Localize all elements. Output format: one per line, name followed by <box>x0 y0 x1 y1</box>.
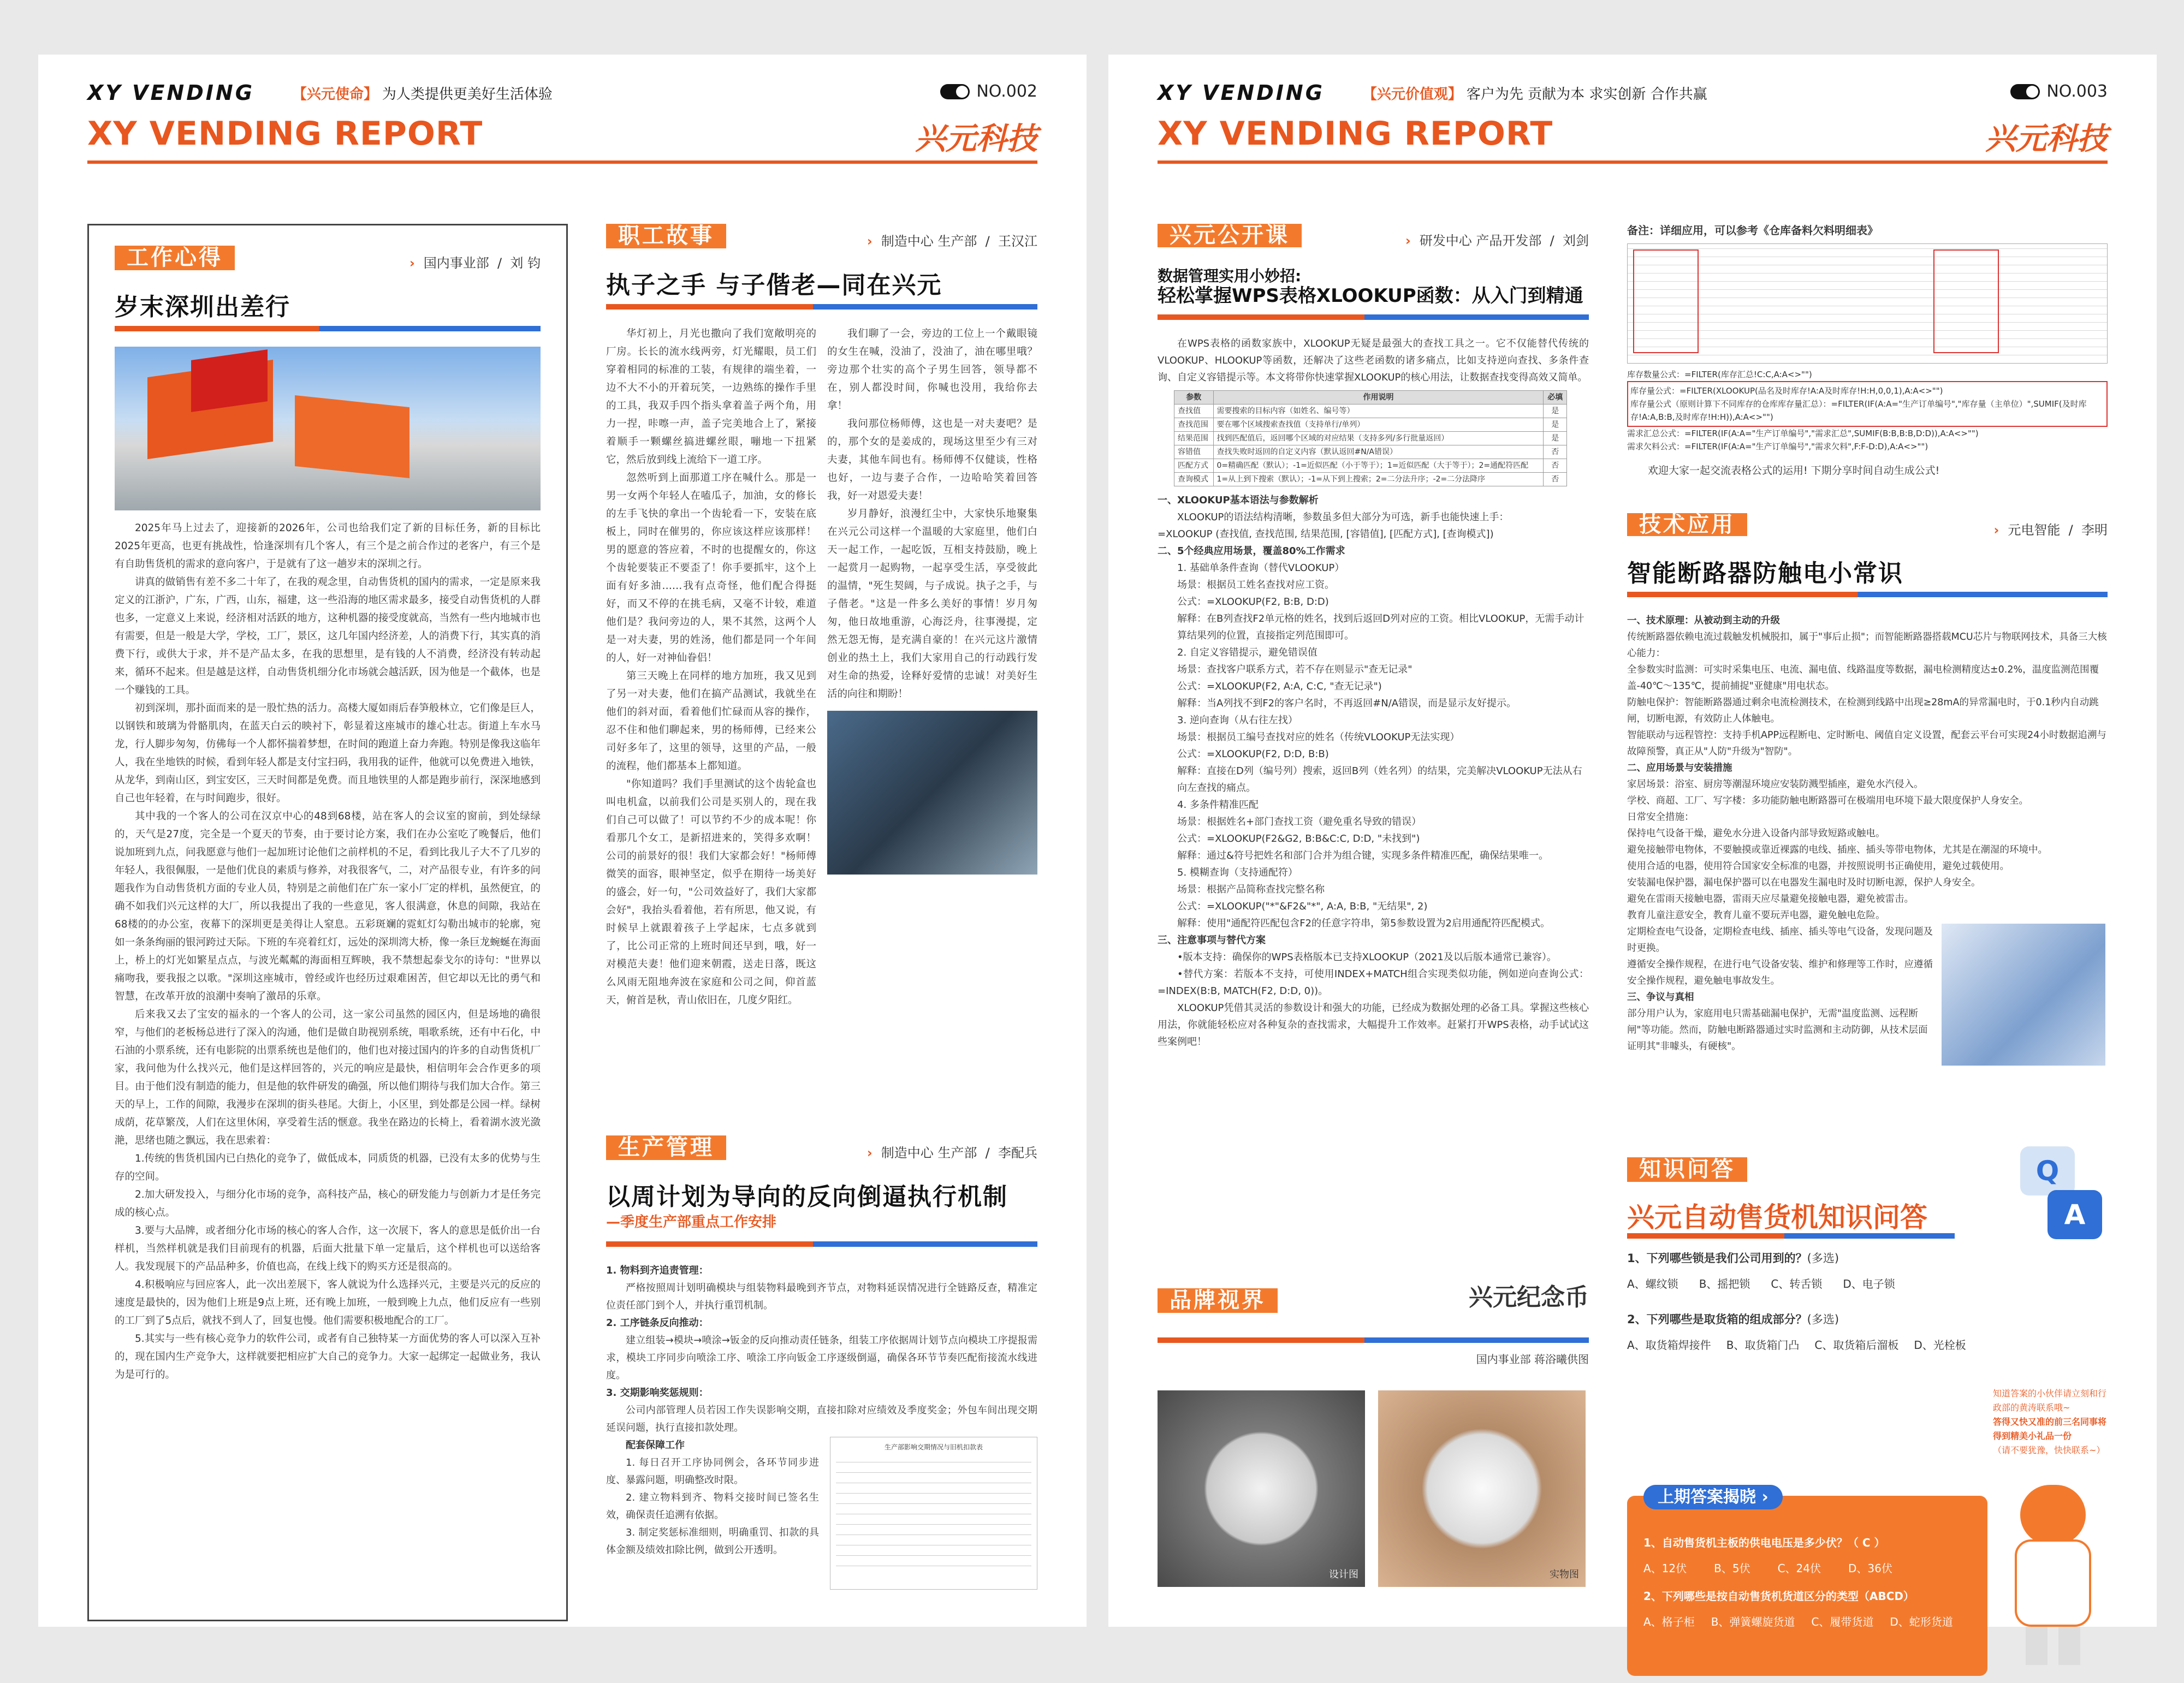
deduction-form-image <box>830 1437 1037 1590</box>
paragraph: 3. 制定奖惩标准细则，明确重罚、扣款的具体金额及绩效扣除比例，做到公开透明。 <box>606 1527 819 1556</box>
question-1: 1、下列哪些锁是我们公司用到的？(多选) <box>1627 1252 1839 1265</box>
form-lines <box>836 1456 1031 1576</box>
paragraph: 安装漏电保护器，漏电保护器可以在电器发生漏电时及时切断电源，保护人身安全。 <box>1627 877 1981 888</box>
answer-title-pill: 上期答案揭晓 › <box>1643 1485 1783 1509</box>
option-item: C、履带货道 <box>1811 1615 1874 1628</box>
title-bar <box>1627 592 2108 597</box>
option-item: B、摇把锁 <box>1699 1277 1750 1291</box>
paragraph: 1. 每日召开工序协同例会，各环节同步进度、暴露问题，明确整改时限。 <box>606 1457 819 1486</box>
flag-photo <box>115 347 541 510</box>
article-kicker: 数据管理实用小妙招: <box>1158 267 1302 285</box>
story-article <box>606 224 1037 1009</box>
paragraph: 1.传统的售货机国内已白热化的竞争了，做低成本，同质货的机器，已没有太多的优势与生存的空间。 <box>115 1153 541 1182</box>
byline: › 元电智能 / 李明 <box>1993 522 2108 538</box>
paragraph: 智能联动与远程管控：支持手机APP远程断电、定时断电、阈值自定义设置，配套云平台可实现24小时数据追溯与故障预警，真正从"人防"升级为"智防"。 <box>1627 730 2106 757</box>
byline: › 制造中心 生产部 / 王汉江 <box>867 234 1037 249</box>
heading: 三、争议与真相 <box>1627 992 1694 1003</box>
option-item: D、36伏 <box>1848 1562 1892 1575</box>
param-table <box>1174 390 1567 486</box>
coin-photo-image <box>1378 1390 1586 1587</box>
section-tag: 兴元公开课 <box>1158 224 1302 247</box>
right-page <box>1108 55 2157 1627</box>
table-row <box>1174 418 1567 432</box>
title-bar <box>115 326 541 331</box>
option-item: A、螺纹锁 <box>1627 1277 1678 1291</box>
table-row <box>1174 432 1567 445</box>
answer-line: 2、下列哪些是按自动售货机货道区分的类型（ABCD） <box>1643 1590 1914 1603</box>
paragraph: 传统断路器依赖电流过载触发机械脱扣，属于"事后止损"；而智能断路器搭载MCU芯片与物联网技术，具备三大核心能力： <box>1627 632 2107 659</box>
heading: 配套保障工作 <box>626 1440 685 1451</box>
paragraph: XLOOKUP的语法结构清晰，参数虽多但大部分为可选，新手也能快速上手： <box>1177 512 1509 523</box>
title-bar <box>1627 1233 1955 1239</box>
formula-line: 需求欠料公式：=FILTER(IF(A:A="生产订单编号","需求欠料",F:F-D:D),A:A<>"") <box>1627 442 1928 451</box>
option-item: D、蛇形货道 <box>1890 1615 1953 1628</box>
paragraph: 避免在雷雨天接触电器，雷雨天应尽量避免接触电器，避免被雷击。 <box>1627 894 1914 905</box>
open-class-article <box>1158 224 1589 1050</box>
table-cell: 否 <box>1544 473 1567 486</box>
table-cell: 匹配方式 <box>1174 459 1214 473</box>
table-cell: 是 <box>1544 418 1567 432</box>
table-header: 作用说明 <box>1213 391 1544 405</box>
qa-bubble-icon: Q A <box>2020 1146 2108 1256</box>
table-cell: 是 <box>1544 432 1567 445</box>
mission-tag: 【兴元价值观】 <box>1362 86 1462 103</box>
option-item: A、12伏 <box>1643 1562 1687 1575</box>
paragraph: 避免接触带电物体，不要触摸或靠近裸露的电线、插座、插头等带电物体，尤其是在潮湿的环境中。 <box>1627 845 2048 855</box>
byline: › 研发中心 产品开发部 / 刘剑 <box>1405 233 1589 248</box>
paragraph: 家居场景：浴室、厨房等潮湿环境应安装防溅型插座，避免水汽侵入。 <box>1627 779 1924 790</box>
formula: =XLOOKUP (查找值, 查找范围, 结果范围, [容错值], [匹配方式], [查询模式]) <box>1158 528 1494 540</box>
article-title: 智能断路器防触电小常识 <box>1627 560 1903 587</box>
flag-shape <box>295 395 410 478</box>
answer-line: 1、自动售货机主板的供电电压是多少伏？（ C ） <box>1643 1536 1885 1549</box>
case-line: 场景：根据产品简称查找完整名称 <box>1177 884 1325 895</box>
article-title: 轻松掌握WPS表格XLOOKUP函数：从入门到精通 <box>1158 285 1583 307</box>
flag-shape <box>191 349 268 412</box>
case-line: 解释：当A列找不到F2的客户名时，不再返回#N/A错误，而是显示友好提示。 <box>1177 698 1517 709</box>
formula-line: 库存量公式：=FILTER(XLOOKUP(品名及时库存!A:A及时库存!H:H,0,0,1),A:A<>"") <box>1630 386 1943 396</box>
option-item: B、5伏 <box>1714 1562 1750 1575</box>
question-1-options <box>1627 1275 2108 1293</box>
paragraph: 岁月静好，浪漫红尘中，大家快乐地聚集在兴元公司这样一个温暖的大家庭里，他们白天一起工作，一起吃饭，互相支持鼓励，晚上一起赏月一起购物，一起享受生活，享受彼此的温情，"死生契阔，与子成说。执子之手，与子偕老。"这是一件多么美好的事情！岁月匆匆，他日故地重游，心海泛舟，往事漫提，定然无怨无悔，是充满自豪的！在兴元这片激情创业的热土上，我们大家用自己的行动践行发对生命的热爱，诠释好爱情的忠诚！对美好生活的向往和期盼！ <box>827 508 1037 700</box>
report-title-row <box>87 115 1037 164</box>
paragraph: •版本支持：确保你的WPS表格版本已支持XLOOKUP（2021及以后版本通常已兼容）。 <box>1177 951 1557 963</box>
case-line: 公式：=XLOOKUP(F2, A:A, C:C, "查无记录") <box>1177 681 1382 692</box>
coin-design-image <box>1158 1390 1365 1587</box>
table-cell: 0=精确匹配（默认）；-1=近似匹配（小于等于）；1=近似匹配（大于等于）；2=通配符匹配 <box>1213 459 1544 473</box>
case-line: 场景：根据员工编号查找对应的姓名（传统VLOOKUP无法实现） <box>1177 732 1460 743</box>
image-caption: 实物图 <box>1550 1569 1579 1580</box>
section-tag: 生产管理 <box>606 1135 726 1160</box>
paragraph: 2025年马上过去了，迎接新的2026年，公司也给我们定了新的目标任务，新的目标比2025年更高，也更有挑战性，恰逢深圳有几个客人，有三个是之前合作过的老客户，有三个是有自助售货机的需求的意向客户，于是就有了这一趟岁末的深圳之行。 <box>115 522 541 570</box>
case-line: 公式：=XLOOKUP(F2, B:B, D:D) <box>1177 596 1329 608</box>
option-item: D、电子锁 <box>1843 1277 1895 1291</box>
option-item: C、24伏 <box>1777 1562 1821 1575</box>
option-item: C、取货箱后溜板 <box>1814 1339 1899 1352</box>
option-item: A、取货箱焊接件 <box>1627 1339 1711 1352</box>
paragraph: 讲真的做销售有差不多二十年了，在我的观念里，自动售货机的国内的需求，一定是原来我定义的江浙沪，广东，广西，山东，福建，这一些沿海的地区需求最多，接受自动售货机的人群也多，一定意义上来说，经济相对活跃的地方，这种机器的接受度就高，当然有一些内地城市也有需要，但是一般是大学，学校，工厂，景区，这几年国内经济差，人的消费下行，其实真的消费下行，或供大于求，并不是产品太多，在我的思想里，是有钱的人不消费，经济没有转动起来，循环不起来。但是越是这样，自动售货机细分化市场就会越活跃，因为他是一个截体，也是一个赚钱的工具。 <box>115 576 541 696</box>
case-line: 解释：直接在D列（编号列）搜索，返回B列（姓名列）的结果，完美解决VLOOKUP无法从右向左查找的痛点。 <box>1177 765 1582 794</box>
table-cell: 查找失败时返回的自定义内容（默认返回#N/A错误） <box>1213 445 1544 459</box>
page-top-bar <box>1158 76 2108 109</box>
table-cell: 是 <box>1544 405 1567 418</box>
brand-view <box>1158 1283 1589 1587</box>
heading: 3. 交期影响奖惩规则： <box>606 1387 709 1399</box>
section-tag: 品牌视界 <box>1158 1288 1278 1313</box>
paragraph: 定期检查电气设备，定期检查电线、插座、插头等电气设备，发现问题及时更换。 <box>1627 926 1933 954</box>
case-line: 解释：通过&符号把姓名和部门合并为组合键，实现多条件精准匹配，确保结果唯一。 <box>1177 850 1549 861</box>
table-cell: 找到匹配值后，返回哪个区域的对应结果（支持多列/多行批量返回） <box>1213 432 1544 445</box>
case-line: 解释：使用"通配符匹配包含F2的任意字符串，第5参数设置为2启用通配符匹配模式。 <box>1177 918 1550 929</box>
page-top-bar <box>87 76 1037 109</box>
spreadsheet-panel <box>1627 224 2108 477</box>
paragraph: 我问那位杨师傅，这也是一对夫妻吧？是的，那个女的是姜成的，现场这里至少有三对夫妻，其他车间也有。杨师傅不仅健谈，性格也好，一边与妻子合作，一边哈哈笑着回答我，好一对恩爱夫妻！ <box>827 418 1037 502</box>
question-2: 2、下列哪些是取货箱的组成部分？(多选) <box>1627 1313 1839 1326</box>
table-cell: 否 <box>1544 459 1567 473</box>
case-line: 解释：在B列查找F2单元格的姓名，找到后返回D列对应的工资。相比VLOOKUP，无需手动计算结果列的位置，直接指定列范围即可。 <box>1177 613 1584 641</box>
option-item: D、光栓板 <box>1914 1339 1966 1352</box>
paragraph: 4.积极响应与回应客人，此一次出差展下，客人就说为什么选择兴元，主要是兴元的反应的速度是最快的，因为他们上班是9点上班，还有晚上加班，一般到晚上九点，他们反应有一些别的工厂到了5点后，就找不到人了，回复也慢。他们需要积极地配合的工厂。 <box>115 1279 541 1327</box>
table-cell: 否 <box>1544 445 1567 459</box>
title-bar <box>1158 1337 1589 1343</box>
paragraph: 建立组装→模块→喷涂→钣金的反向推动责任链条，组装工序依据周计划节点向模块工序提报需求，模块工序同步向喷涂工序、喷涂工序向钣金工序逐级倒逼，确保各环节节奏匹配衔接流水线进度。 <box>606 1335 1037 1381</box>
paragraph: 公司内部管理人员若因工作失误影响交期，直接扣除对应绩效及季度奖金；外包车间出现交期延误问题，执行直接扣款处理。 <box>606 1405 1037 1434</box>
case-line: 公式：=XLOOKUP(F2, D:D, B:B) <box>1177 748 1329 760</box>
paragraph: 其中我的一个客人的公司在汉京中心的48到68楼，站在客人的会议室的窗前，到处绿绿的，天气是27度，完全是一个夏天的节奏，由于要讨论方案，我们在办公室吃了晚餐后，他们说加班到九点，问我愿意与他们一起加班讨论他们之前样机的不足，看到比我儿子大不了几岁的年轻人，我很佩服，一是他们优良的素质与修养，对我很客气，二，对产品很专业，有许多的问题我作为自动售货机方面的专业人员，特别是之前他们在广东一家小厂定的样机，虽然便宜，的确不如我们兴元这样的大厂，所以我提出了我的一些意见，客人很满意，休息的间隙，我站在68楼的的办公室，夜幕下的深圳更是美得让人窒息。五彩斑斓的霓虹灯勾勒出城市的轮廓，宛如一条条绚丽的银河跨过天际。下班的车亮着红灯，远处的深圳湾大桥，像一条巨龙蜿蜒在海面上，桥上的灯光如繁星点点，与波光粼粼的海面相互辉映，我不禁想起泰戈尔的诗句："世界以痛吻我，要我报之以歌。"深圳这座城市，曾经或许也经历过艰难困苦，但它却以无比的勇气和智慧，在改革开放的浪潮中奏响了激昂的乐章。 <box>115 811 541 1002</box>
paragraph: 使用合适的电器，使用符合国家安全标准的电器，并按照说明书正确使用，避免过载使用。 <box>1627 861 2009 872</box>
formula-line: 库存数量公式：=FILTER(库存汇总!C:C,A:A<>"") <box>1627 370 1812 379</box>
paragraph: 部分用户认为，家庭用电只需基础漏电保护，无需"温度监测、远程断闸"等功能。然而，防触电断路器通过实时监测和主动防御，从技术层面证明其"非噱头，有硬核"。 <box>1627 1008 1928 1052</box>
heading: 三、注意事项与替代方案 <box>1158 935 1266 946</box>
paragraph: "你知道吗？我们手里测试的这个齿轮盒也叫电机盒，以前我们公司是买别人的，现在我们自己可以做了！可以节约不少的成本呢！你看那几个女工，是新招进来的，笑得多欢啊！公司的前景好的很！我们大家都会好！"杨师傅微笑的面容，眼神坚定，似乎在期待一场美好的盛会，好一句，"公司效益好了，我们大家都会好"，我抬头看着他，若有所思，他又说，有时候早上就跟着孩子上学起床，七点多就到了，比公司正常的上班时间还早到，哦，好一对模范夫妻！他们迎来朝霞，送走日落，既这么风雨无阻地奔波在家庭和公司之间，仰首蓝天，俯首是秋，青山依旧在，几度夕阳红。 <box>606 778 816 1006</box>
table-header: 参数 <box>1174 391 1214 405</box>
breaker-photo <box>1942 924 2105 1066</box>
table-row <box>1174 459 1567 473</box>
section-tag: 技术应用 <box>1627 513 1747 536</box>
production-article <box>606 1135 1037 1590</box>
qa-section <box>1627 1155 2108 1628</box>
case-list <box>1158 560 1589 932</box>
qa-side-note: 知道答案的小伙伴请立刻和行政部的黄涛联系哦~ 答得又快又准的前三名同事将得到精美小礼品一份 （请不要犹豫，快快联系~） <box>1993 1388 2107 1455</box>
report-title: XY VENDING REPORT <box>87 115 483 153</box>
paragraph: 华灯初上，月光也撒向了我们宽敞明亮的厂房。长长的流水线两旁，灯光耀眼，员工们穿着相同的标准的工装，有规律的端坐着，一边不大不小的开着玩笑，一边熟练的操作手里的工具，我双手四个指头拿着盖子两个角，用力一捏，咔嚓一声，盖子完美地合上了，紧接着顺手一颗螺丝搞进螺丝眼，嘣地一下扭紧它，然后放到线上流给下一道工序。 <box>606 328 816 466</box>
story-col-1 <box>606 325 816 1009</box>
report-title: XY VENDING REPORT <box>1158 115 1553 153</box>
paragraph: 2. 建立物料到齐、物料交接时间已签名生效，确保责任追溯有依据。 <box>606 1492 819 1521</box>
table-cell: 要在哪个区域搜索查找值（支持单行/单列） <box>1213 418 1544 432</box>
formula-line: 库存量公式（原则计算下不同库存的仓库库存量汇总）：=FILTER(IF(A:A="生产订单编号","库存量（主单位）",SUMIF(及时库存!A:A,B:B,及时库存!H:H)),A:A<>"") <box>1630 399 2087 422</box>
header-logo: XY VENDING <box>87 81 254 105</box>
case-line: 场景：查找客户联系方式，若不存在则显示"查无记录" <box>1177 664 1413 675</box>
brandview-title: 兴元纪念币 <box>1469 1283 1589 1311</box>
toggle-icon <box>2010 84 2040 99</box>
article-title: 以周计划为导向的反向倒逼执行机制 <box>606 1183 1008 1211</box>
title-bar <box>606 1241 1037 1247</box>
case-line: 公式：=XLOOKUP(F2&G2, B:B&C:C, D:D, "未找到") <box>1177 833 1420 845</box>
table-cell: 查询模式 <box>1174 473 1214 486</box>
table-cell: 结果范围 <box>1174 432 1214 445</box>
qa-title: 兴元自动售货机知识问答 <box>1627 1202 1927 1233</box>
answer-2-options <box>1643 1613 1971 1631</box>
form-caption: 生产部影响交期情况与旧机扣款表 <box>884 1443 983 1451</box>
spreadsheet-screenshot <box>1627 243 2108 364</box>
case-line: 场景：根据姓名+部门查找工资（避免重名导致的错误） <box>1177 816 1422 828</box>
section-tag: 职工故事 <box>606 224 726 248</box>
article-subtitle: —季度生产部重点工作安排 <box>606 1214 777 1230</box>
toggle-icon <box>940 84 970 99</box>
page-number: NO.003 <box>2010 82 2108 101</box>
paragraph: 5.其实与一些有核心竞争力的软件公司，或者有自己独特某一方面优势的客人可以深入互补的，现在国内生产竞争大，这样就要把相应扩大自己的竞争力。大家一起绑定一起做业务，我认为是可行的。 <box>115 1333 541 1381</box>
brand-logo: 兴元科技 <box>1985 121 2108 157</box>
heading: 2. 工序链条反向推动： <box>606 1317 709 1329</box>
case-line: 1. 基础单条件查询（替代VLOOKUP） <box>1177 562 1345 574</box>
paragraph: 3.要与大品牌，或者细分化市场的核心的客人合作，这一次展下，客人的意思是低价出一台样机，当然样机就是我们目前现有的机器，后面大批量下单一定量后，这个样机也可以送给客人。我发现展下的产品品种多，价值也高，在线上线下的购买方还是很高的。 <box>115 1225 541 1272</box>
welcome-line: 欢迎大家一起交流表格公式的运用! 下期分享时间自动生成公式! <box>1648 465 1940 477</box>
byline: › 制造中心 生产部 / 李配兵 <box>867 1145 1037 1161</box>
option-item: B、弹簧螺旋货道 <box>1711 1615 1795 1628</box>
page-number: NO.002 <box>940 82 1037 101</box>
work-article <box>115 246 541 1384</box>
paragraph: 初到深圳，那扑面而来的是一股忙热的活力。高楼大厦如雨后春笋般林立，它们像是巨人，以钢铁和玻璃为骨骼肌肉，在蓝天白云的映衬下，彰显着这座城市的雄心壮志。街道上车水马龙，行人脚步匆匆，仿佛每一个人都怀揣着梦想，在时间的跑道上奋力奔跑。特别是像我这临年人，我在坐地铁的时候，看到年轻人都是支付宝扫码，我用我的证件，他就可以免费进入地铁，从龙华，到南山区，到宝安区，三天时间都是免费。而且地铁里的人都是跑步前行，深深地感到自己也年轻着，在与时间跑步，很好。 <box>115 703 541 804</box>
byline: › 国内事业部 / 刘 钧 <box>409 255 541 271</box>
heading: 一、XLOOKUP基本语法与参数解析 <box>1158 495 1319 506</box>
option-item: C、转舌锁 <box>1771 1277 1823 1291</box>
title-bar <box>1158 314 1589 320</box>
robot-mascot-icon <box>1998 1485 2108 1670</box>
heading: 二、应用场景与安装措施 <box>1627 763 1732 774</box>
title-bar <box>606 304 1037 310</box>
paragraph: 全参数实时监测：可实时采集电压、电流、漏电值、线路温度等数据，漏电检测精度达±0.2%，温度监测范围覆盖-40℃～135℃，提前捕捉"亚健康"用电状态。 <box>1627 664 2099 692</box>
section-tag: 知识问答 <box>1627 1157 1747 1182</box>
case-line: 2. 自定义容错提示，避免错误值 <box>1177 647 1317 658</box>
paragraph: XLOOKUP凭借其灵活的参数设计和强大的功能，已经成为数据处理的必备工具。掌握这些核心用法，你就能轻松应对各种复杂的查找需求，大幅提升工作效率。赶紧打开WPS表格，动手试试这些案例吧！ <box>1158 1002 1589 1048</box>
formula-list <box>1627 368 2108 453</box>
heading: 一、技术原理：从被动到主动的升级 <box>1627 615 1780 626</box>
table-cell: 需要搜索的目标内容（如姓名、编号等） <box>1213 405 1544 418</box>
formula-line: 需求汇总公式：=FILTER(IF(A:A="生产订单编号","需求汇总",SUMIF(B:B,B:B,D:D)),A:A<>"") <box>1627 429 1979 438</box>
workshop-photo <box>827 711 1037 875</box>
paragraph: 日常安全措施： <box>1627 812 1694 823</box>
option-item: B、取货箱门凸 <box>1726 1339 1800 1352</box>
story-col-2 <box>827 325 1037 1009</box>
question-2-options <box>1627 1336 2108 1354</box>
table-row <box>1174 405 1567 418</box>
option-item: A、格子柜 <box>1643 1615 1695 1628</box>
table-row <box>1174 473 1567 486</box>
tech-article <box>1627 513 2108 1066</box>
paragraph: 后来我又去了宝安的福永的一个客人的公司，这一家公司虽然的园区内，但是场地的确很窄，与他们的老板杨总进行了深入的沟通，他们是做自助视别系统，唱歌系统，还有中石化，中石油的小票系统，还有电影院的出票系统也是他们的，他们也对接过国内的许多的自动售货机厂家，我问他为什么找兴元，他们是这样回答的，兴元的响应是最快，相信明年会合作更多的项目。由于他们没有制造的能力，但是他的软件研发的确强，所以他们期待与我们加大合作。第三天的早上，工作的间隙，我漫步在深圳的街头巷尾。大街上，小区里，到处都是公园一样。绿树成荫，花草繁茂，人们在这里休闲，享受着生活的惬意。我坐在路边的长椅上，看着湖水波光潋滟，思绪也随之飘远，我在思索着： <box>115 1009 541 1146</box>
paragraph: 严格按照周计划明确模块与组装物料最晚到齐节点，对物料延误情况进行全链路反查，精准定位责任部门到个人，并执行重罚机制。 <box>606 1282 1037 1311</box>
mission-text: 客户为先 贡献为本 求实创新 合作共赢 <box>1466 86 1707 103</box>
left-page <box>38 55 1087 1627</box>
table-row <box>1174 445 1567 459</box>
case-line: 5. 模糊查询（支持通配符） <box>1177 867 1298 878</box>
highlight-box <box>1633 249 1699 353</box>
note-line: 备注：详细应用，可以参考《仓库备料欠料明细表》 <box>1627 224 1878 237</box>
photo-credit: 国内事业部 蒋浴曦供图 <box>1476 1353 1589 1366</box>
answer-1-options <box>1643 1560 1971 1578</box>
paragraph: 防触电保护：智能断路器通过剩余电流检测技术，在检测到线路中出现≥28mA的异常漏电时，于0.1秒内自动跳闸，切断电源，有效防止人体触电。 <box>1627 697 2099 724</box>
table-cell: 查找范围 <box>1174 418 1214 432</box>
mission-text: 为人类提供更美好生活体验 <box>382 86 553 103</box>
formula-highlight <box>1627 381 2108 427</box>
paragraph: •替代方案：若版本不支持，可使用INDEX+MATCH组合实现类似功能，例如逆向查询公式：=INDEX(B:B, MATCH(F2, D:D, 0))。 <box>1158 968 1589 997</box>
paragraph: 2.加大研发投入，与细分化市场的竞争，高科技产品，核心的研发能力与创新力才是任务完成的核心点。 <box>115 1189 541 1218</box>
brand-logo: 兴元科技 <box>915 121 1037 157</box>
mission-tag: 【兴元使命】 <box>292 86 378 103</box>
paragraph: 学校、商超、工厂、写字楼：多功能防触电断路器可在极端用电环境下最大限度保护人身安全。 <box>1627 795 2028 806</box>
section-tag: 工作心得 <box>115 246 235 270</box>
table-cell: 查找值 <box>1174 405 1214 418</box>
case-line: 公式：=XLOOKUP("*"&F2&"*", A:A, B:B, "无结果", 2) <box>1177 901 1428 912</box>
article-title: 执子之手 与子偕老—同在兴元 <box>606 271 942 299</box>
paragraph: 保持电气设备干燥，避免水分进入设备内部导致短路或触电。 <box>1627 828 1885 839</box>
header-logo: XY VENDING <box>1158 81 1325 105</box>
paragraph: 我们聊了一会，旁边的工位上一个戴眼镜的女生在喊，没油了，没油了，油在哪里哦？旁边那个壮实的高个子男生回答，领导都不在，别人都没时间，你喊也没用，我给你去拿！ <box>827 328 1037 412</box>
paragraph: 第三天晚上在同样的地方加班，我又见到了另一对夫妻，他们在搞产品测试，我就坐在他们的斜对面，看着他们忙碌而从容的操作，忍不住和他们聊起来，男的杨师傅，已经来公司好多年了，这里的领导，这里的产品，一般的流程，他们都基本上都知道。 <box>606 670 816 772</box>
heading: 二、5个经典应用场景，覆盖80%工作需求 <box>1158 545 1345 557</box>
image-caption: 设计图 <box>1329 1569 1358 1580</box>
case-line: 场景：根据员工姓名查找对应工资。 <box>1177 579 1334 591</box>
heading: 1. 物料到齐追责管理： <box>606 1265 709 1276</box>
case-line: 4. 多条件精准匹配 <box>1177 799 1259 811</box>
paragraph: 遵循安全操作规程，在进行电气设备安装、维护和修理等工作时，应遵循安全操作规程，避免触电事故发生。 <box>1627 959 1933 986</box>
case-line: 3. 逆向查询（从右往左找） <box>1177 715 1298 726</box>
answer-box <box>1627 1496 1987 1676</box>
article-title: 岁末深圳出差行 <box>115 293 290 321</box>
paragraph: 在WPS表格的函数家族中，XLOOKUP无疑是最强大的查找工具之一。它不仅能替代传统的VLOOKUP、HLOOKUP等函数，还解决了这些老函数的诸多痛点，比如支持逆向查找、多条件查询、自定义容错提示等。本文将带你快速掌握XLOOKUP的核心用法，让数据查找变得高效又简单。 <box>1158 338 1589 383</box>
highlight-box <box>1933 249 1999 353</box>
report-title-row <box>1158 115 2108 164</box>
table-cell: 容错值 <box>1174 445 1214 459</box>
paragraph: 教育儿童注意安全，教育儿童不要玩弄电器，避免触电危险。 <box>1627 910 1885 921</box>
table-header: 必填 <box>1544 391 1567 405</box>
table-cell: 1=从上到下搜索（默认）；-1=从下到上搜索；2=二分法升序；-2=二分法降序 <box>1213 473 1544 486</box>
paragraph: 忽然听到上面那道工序在喊什么。那是一男一女两个年轻人在嗑瓜子，加油，女的修长的左手飞快的拿出一个齿轮看一下，安装在底板上，同时在催男的，你应该这样应该那样！男的愿意的答应着，不时的也提醒女的，你这个齿轮要装正不要歪了！你手要抓牢，这个上面有好多油……我有点奇怪，他们配合得挺好，而又不停的在挑毛病，又毫不计较，难道他们是？我问旁边的人，果不其然，这两个人是一对夫妻，男的姓汤，他们都是同一个年间的人，好一对神仙眷侣！ <box>606 472 816 664</box>
